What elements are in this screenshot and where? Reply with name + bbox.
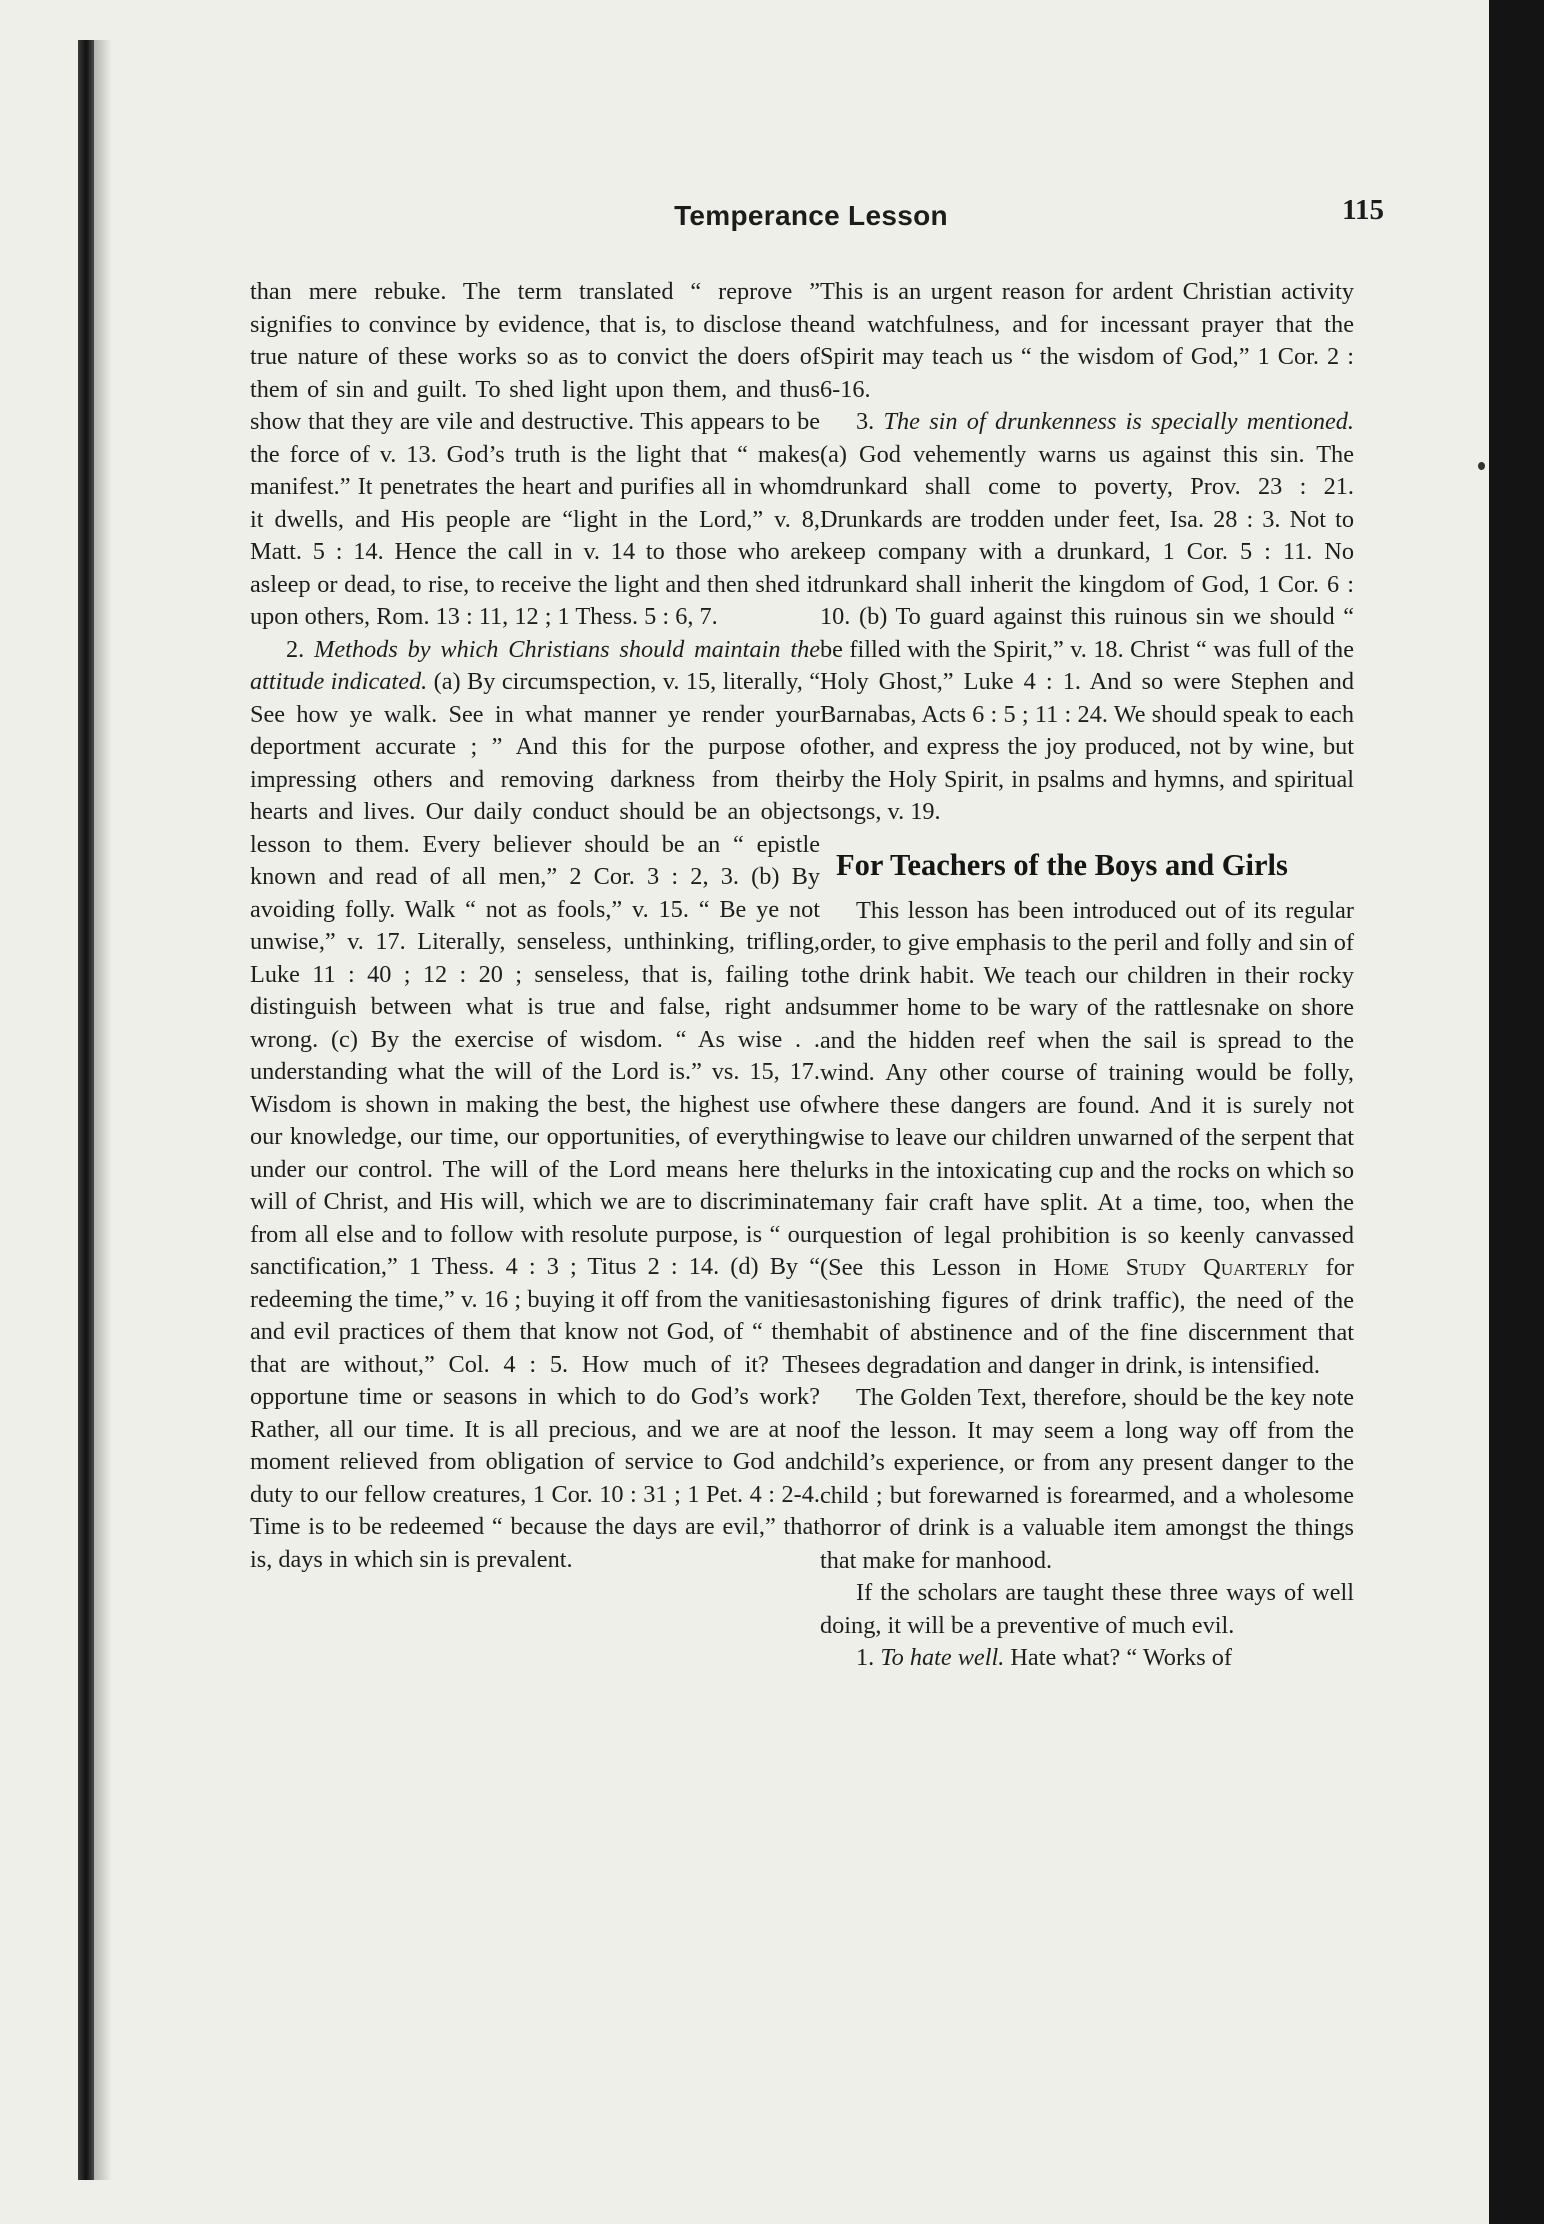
point-number: 1.	[856, 1644, 875, 1671]
right-column	[820, 276, 1354, 1675]
paragraph-text: This lesson has been introduced out of its regular order, to give emphasis to the peril and folly and sin of the drink habit. We teach our children in their rocky summer home to be wary of the rattlesnake on shore and the hidden reef when the sail is spread to the wind. Any other course of training would be folly, where these dangers are found. And it is surely not wise to leave our children unwarned of the serpent that lurks in the intoxicating cup and the rocks on which so many fair craft have split. At a time, too, when the question of legal prohibition is so keenly canvassed (See this Lesson in	[820, 896, 1354, 1281]
point-text: (a) God vehemently warns us against this sin. The drunkard shall come to poverty, Prov. 23 : 21. Drunkards are trodden under feet, Isa. 28 : 3. Not to keep company with a drunkard, 1 Cor. 5 : 11. No drunkard shall inherit the kingdom of God, 1 Cor. 6 : 10. (b) To guard against this ruinous sin we should “ be filled with the Spirit,” v. 18. Christ “ was full of the Holy Ghost,” Luke 4 : 1. And so were Stephen and Barnabas, Acts 6 : 5 ; 11 : 24. We should speak to each other, and express the joy produced, not by wine, but by the Holy Spirit, in psalms and hymns, and spiritual songs, v. 19.	[820, 440, 1354, 825]
page-number: 115	[1342, 194, 1384, 226]
point-title: To hate well.	[880, 1644, 1005, 1671]
left-column	[250, 276, 820, 1576]
point-text: (a) By circumspection, v. 15, literally, “ See how ye walk. See in what manner ye render your deportment accurate ; ” And this for the purpose of impressing others and removing darkness from their hearts and lives. Our daily conduct should be an object lesson to them. Every believer should be an “ epistle known and read of all men,” 2 Cor. 3 : 2, 3. (b) By avoiding folly. Walk “ not as fools,” v. 15. “ Be ye not unwise,” v. 17. Literally, senseless, unthinking, trifling, Luke 11 : 40 ; 12 : 20 ; senseless, that is, failing to distinguish between what is true and false, right and wrong. (c) By the exercise of wisdom. “ As wise . . understanding what the will of the Lord is.” vs. 15, 17. Wisdom is shown in making the best, the highest use of our knowledge, our time, our opportunities, of everything under our control. The will of the Lord means here the will of Christ, and His will, which we are to discriminate from all else and to follow with resolute purpose, is “ our sanctification,” 1 Thess. 4 : 3 ; Titus 2 : 14. (d) By “ redeeming the time,” v. 16 ; buying it off from the vanities and evil practices of them that know not God, of “ them that are without,” Col. 4 : 5. How much of it? The opportune time or seasons in which to do God’s work? Rather, all our time. It is all precious, and we are at no moment relieved from obligation of service to God and duty to our fellow creatures, 1 Cor. 10 : 31 ; 1 Pet. 4 : 2-4. Time is to be redeemed “ because the days are evil,” that is, days in which sin is prevalent.	[250, 668, 820, 1573]
paragraph-methods	[250, 634, 820, 1577]
margin-dot	[1478, 462, 1485, 470]
point-title: Methods by which Christians should maintain the attitude indicated.	[250, 635, 821, 695]
paragraph-text: for astonishing figures of drink traffic), the need of the habit of abstinence and of the fine discernment that sees degradation and danger in drink, is intensified.	[820, 1254, 1354, 1379]
paragraph-teachers-intro	[820, 895, 1354, 1383]
paragraph-three-ways: If the scholars are taught these three ways of well doing, it will be a preventive of much evil.	[820, 1579, 1354, 1639]
paragraph-continued: This is an urgent reason for ardent Christian activity and watchfulness, and for incessant prayer that the Spirit may teach us “ the wisdom of God,” 1 Cor. 2 : 6-16.	[820, 278, 1354, 403]
running-head: Temperance Lesson	[674, 200, 948, 231]
paragraph-continued: than mere rebuke. The term translated “ reprove ” signifies to convince by evidence, that is, to disclose the true nature of these works so as to convict the doers of them of sin and guilt. To shed light upon them, and thus show that they are vile and destructive. This appears to be the force of v. 13. God’s truth is the light that “ makes manifest.” It penetrates the heart and purifies all in whom it dwells, and His people are “light in the Lord,” v. 8, Matt. 5 : 14. Hence the call in v. 14 to those who are asleep or dead, to rise, to receive the light and then shed it upon others, Rom. 13 : 11, 12 ; 1 Thess. 5 : 6, 7.	[250, 278, 820, 630]
point-title: The sin of drunkenness is specially mentioned.	[883, 408, 1355, 435]
book-spine	[78, 40, 94, 2180]
section-heading: For Teachers of the Boys and Girls	[836, 847, 1288, 882]
point-number: 3.	[856, 408, 875, 435]
point-number: 2.	[286, 635, 305, 663]
spine-shadow	[94, 40, 112, 2180]
paragraph-golden-text: The Golden Text, therefore, should be the key note of the lesson. It may seem a long way off from the child’s experience, or from any present danger to the child ; but forewarned is forearmed, and a wholesome horror of drink is a valuable item amongst the things that make for manhood.	[820, 1384, 1354, 1574]
paragraph-hate-well	[820, 1642, 1354, 1675]
publication-title: Home Study Quarterly	[1053, 1254, 1309, 1281]
point-text: Hate what? “ Works of	[1010, 1644, 1232, 1671]
paragraph-drunkenness	[820, 406, 1354, 829]
